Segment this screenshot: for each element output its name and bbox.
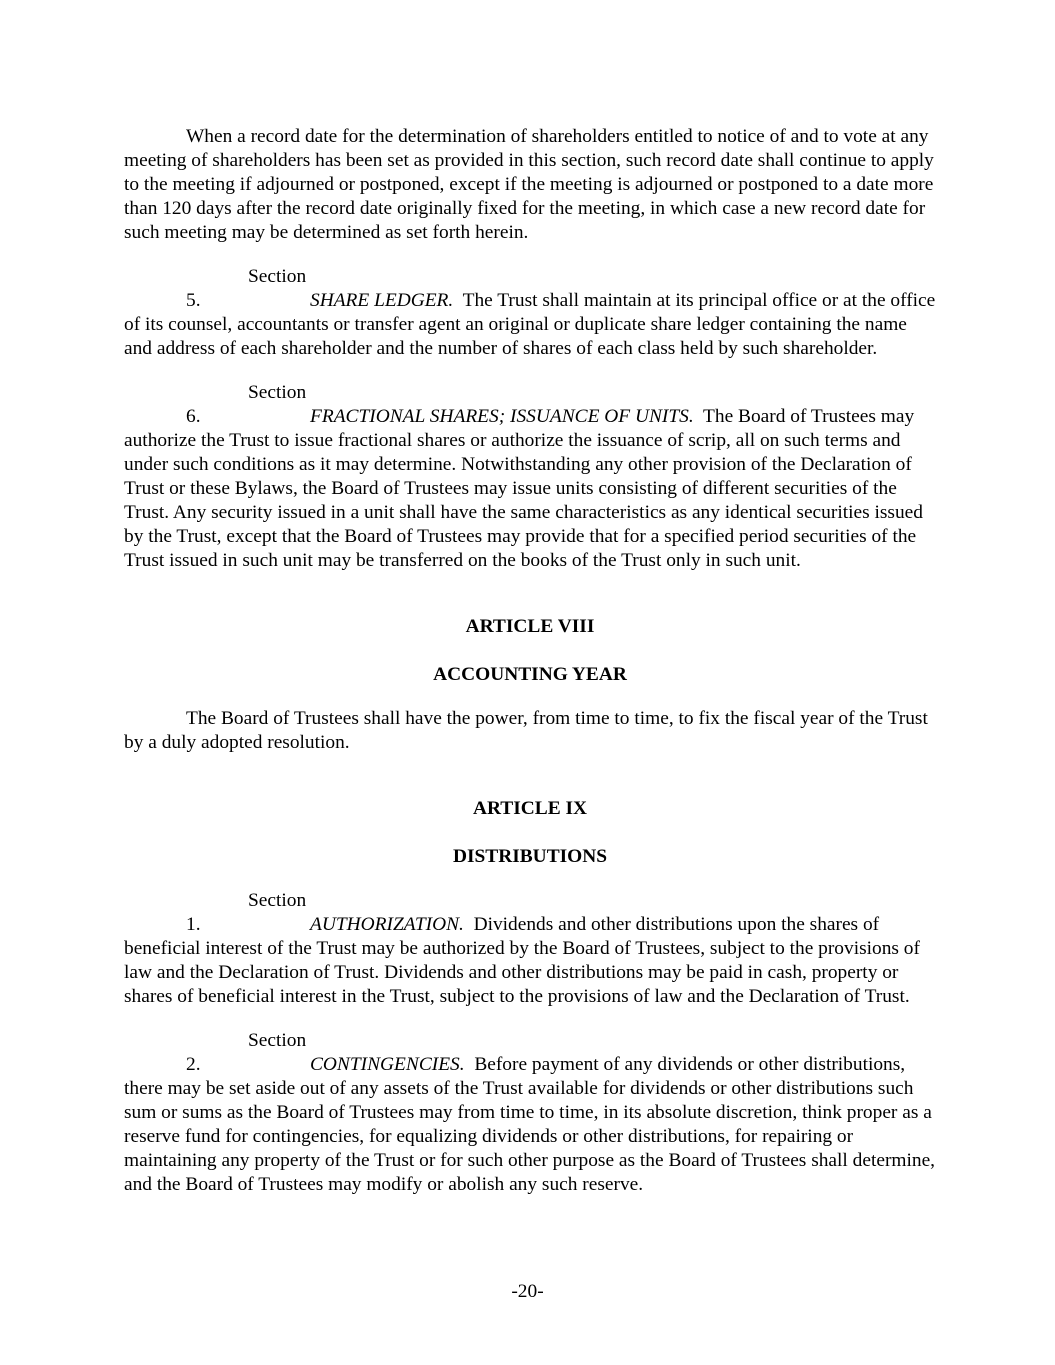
page-number: -20- [511,1281,544,1302]
section-5-text: The Trust shall maintain at its principal office or at the office of its counsel, accountants or transfer agent an original or duplicate share ledger containing the name and address of each shareholder and the number of shares of each class held by such shareholder. [124,290,936,359]
section-5-title: SHARE LEDGER. [310,290,454,311]
article-viii-title: ACCOUNTING YEAR [433,664,627,685]
section-2-paragraph [124,1029,936,1197]
article-ix-heading: ARTICLE IX [472,798,588,819]
section-2-text: Before payment of any dividends or other distributions, there may be set aside out of any assets of the Trust available for dividends or other distributions such sum or sums as the Board of Trustees may from time to time, in its absolute discretion, think proper as a reserve fund for contingencies, for equalizing dividends or other distributions, for repairing or maintaining any property of the Trust or for such other purpose as the Board of Trustees shall determine, and the Board of Trustees may modify or abolish any such reserve. [124,1054,936,1195]
section-5-paragraph [124,265,936,361]
section-6-text: The Board of Trustees may authorize the Trust to issue fractional shares or authorize the issuance of scrip, all on such terms and under such conditions as it may determine. Notwithstanding any other provision of the Declaration of Trust or these Bylaws, the Board of Trustees may issue units consisting of different securities of the Trust. Any security issued in a unit shall have the same characteristics as any identical securities issued by the Trust, except that the Board of Trustees may provide that for a specified period securities of the Trust issued in such unit may be transferred on the books of the Trust only in such unit. [124,406,923,571]
section-6-paragraph [124,381,936,573]
record-date-paragraph: When a record date for the determination of shareholders entitled to notice of and to vote at any meeting of shareholders has been set as provided in this section, such record date shall continue to apply to the meeting if adjourned or postponed, except if the meeting is adjourned or postponed to a date more than 120 days after the record date originally fixed for the meeting, in which case a new record date for such meeting may be determined as set forth herein. [124,126,934,243]
article-viii-heading: ARTICLE VIII [465,616,595,637]
section-6-label: Section 6. [186,382,307,427]
section-1-paragraph [124,889,936,1009]
accounting-year-paragraph: The Board of Trustees shall have the power, from time to time, to fix the fiscal year of the Trust by a duly adopted resolution. [124,708,928,753]
document-body [124,125,936,1217]
section-2-title: CONTINGENCIES. [310,1054,465,1075]
section-2-label: Section 2. [186,1030,307,1075]
section-1-label: Section 1. [186,890,307,935]
section-6-title: FRACTIONAL SHARES; ISSUANCE OF UNITS. [310,406,694,427]
section-1-text: Dividends and other distributions upon the shares of beneficial interest of the Trust may be authorized by the Board of Trustees, subject to the provisions of law and the Declaration of Trust. Dividends and other distributions may be paid in cash, property or shares of beneficial interest in the Trust, subject to the provisions of law and the Declaration of Trust. [124,914,920,1007]
section-1-title: AUTHORIZATION. [310,914,464,935]
section-5-label: Section 5. [186,266,307,311]
article-ix-title: DISTRIBUTIONS [452,846,608,867]
